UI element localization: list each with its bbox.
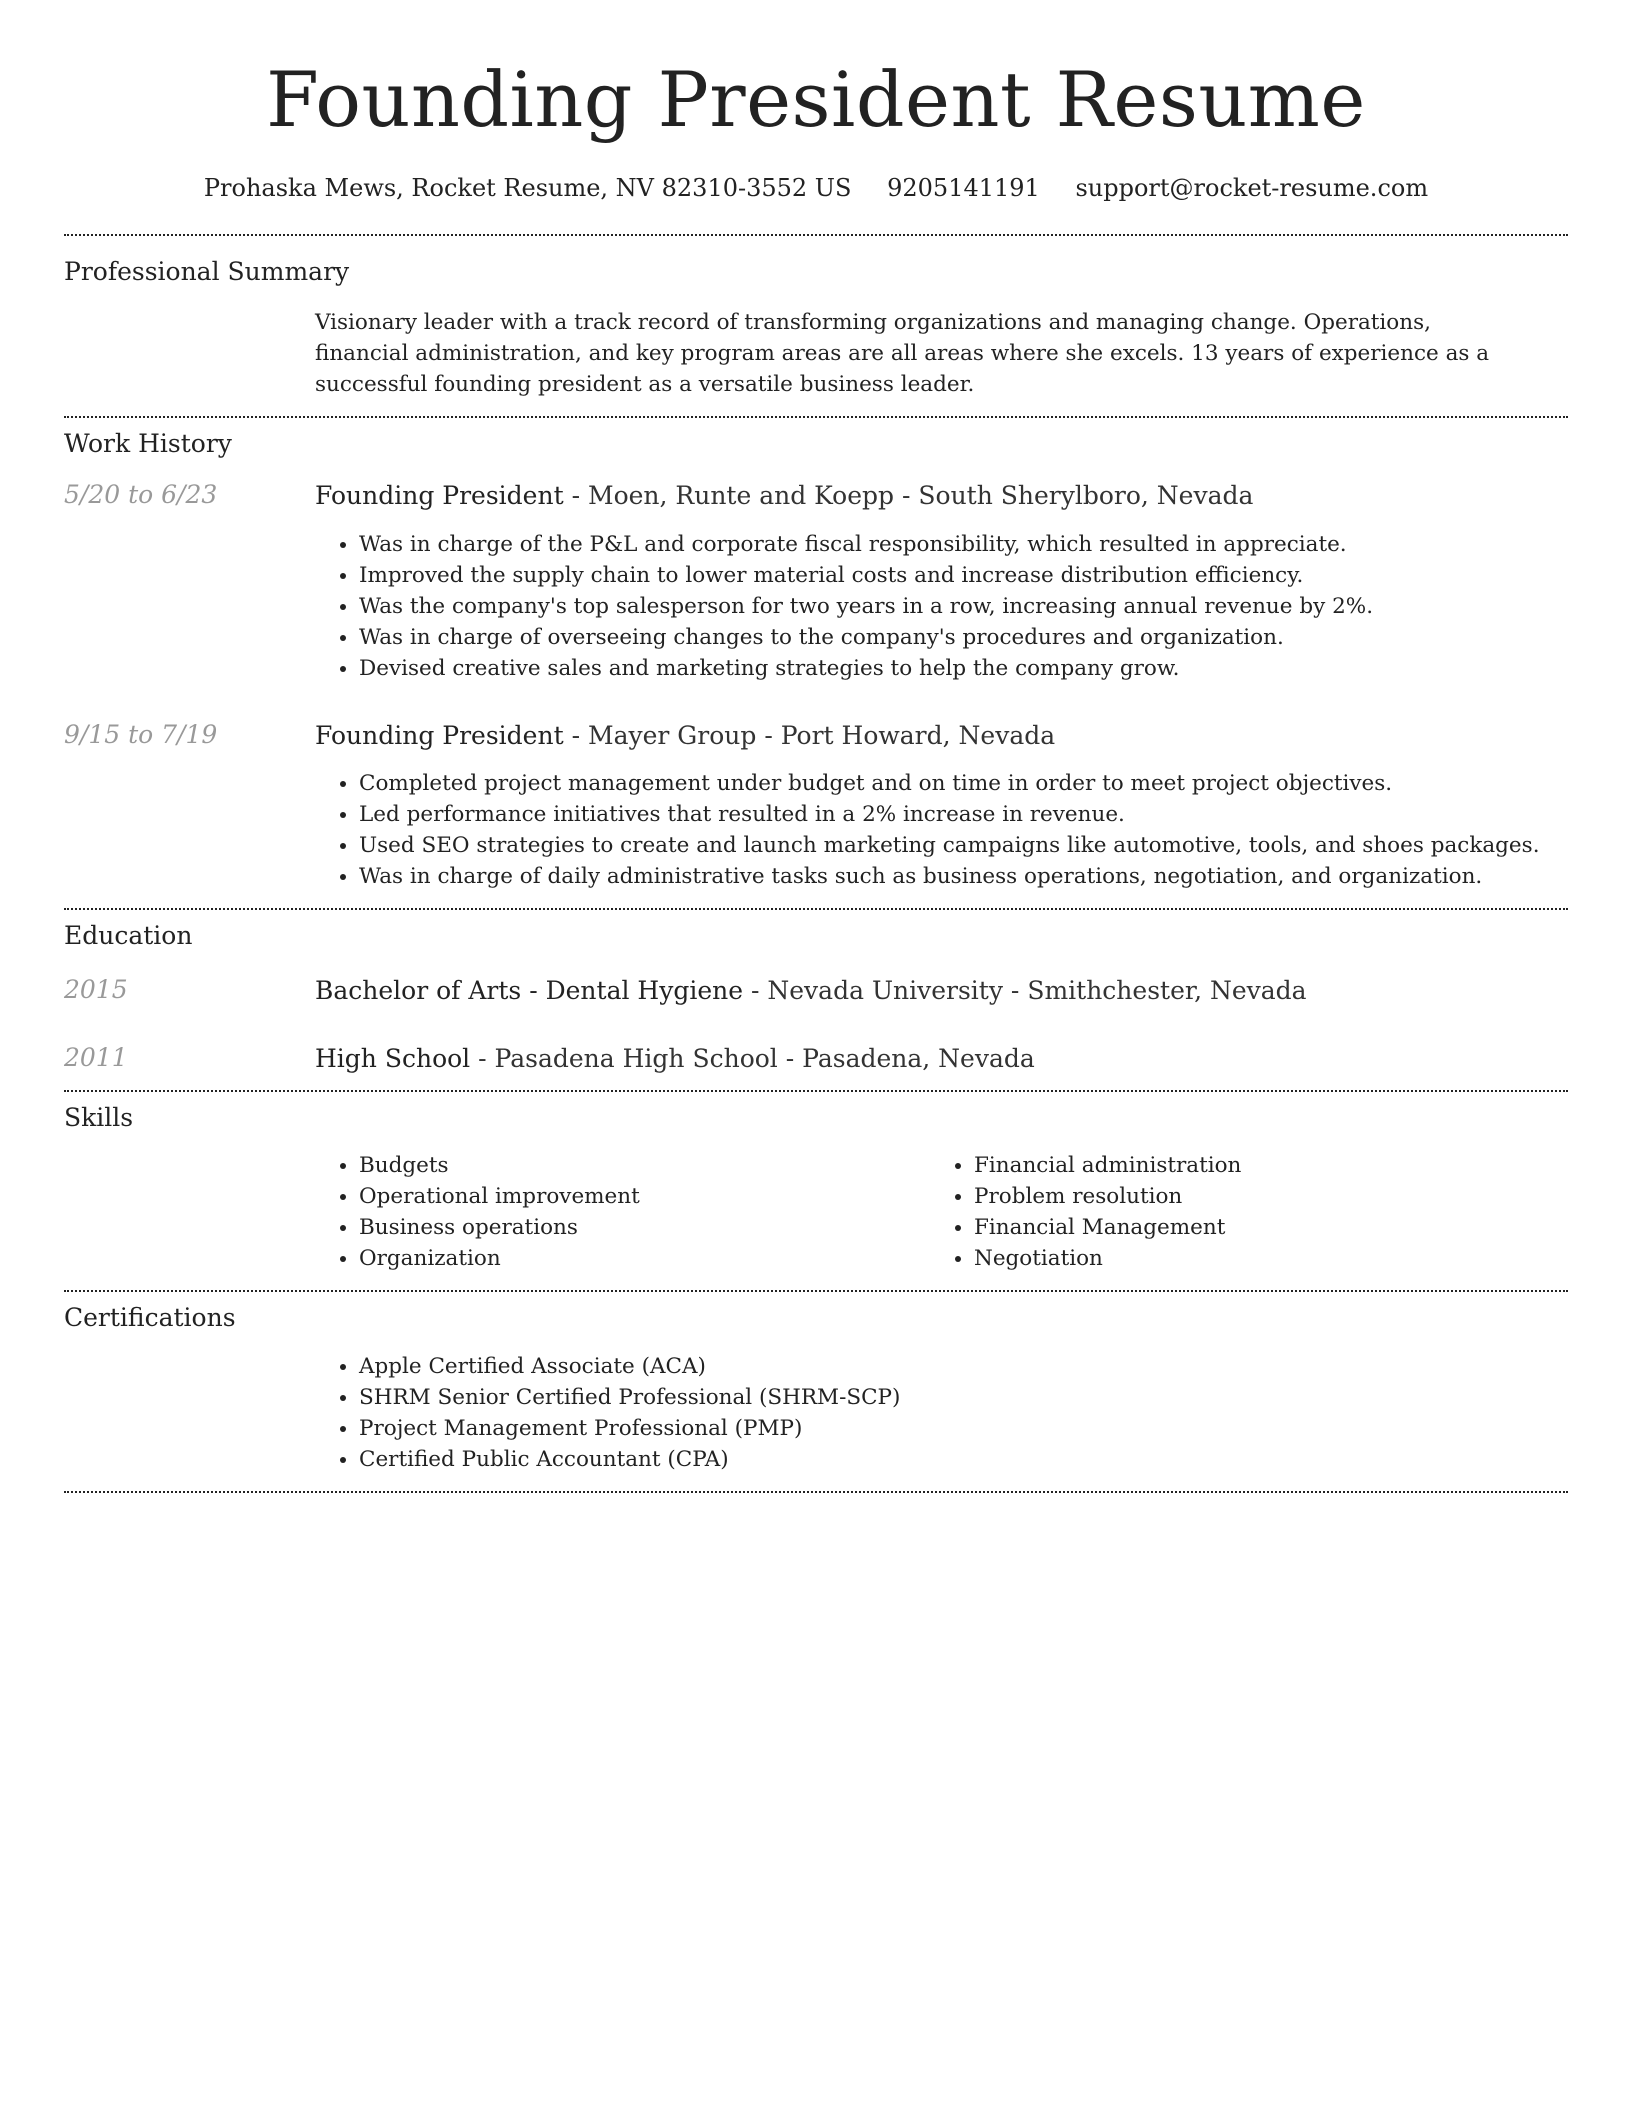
contact-address: Prohaska Mews, Rocket Resume, NV 82310-3552 US (203, 174, 852, 202)
job-bullet: • Was in charge of daily administrative tasks such as business operations, negotiation, and organization. (359, 861, 1568, 892)
job-bullet: • Improved the supply chain to lower material costs and increase distribution efficiency. (359, 560, 1568, 591)
job-employer: Moen, Runte and Koepp (587, 481, 895, 510)
contact-email: support@rocket-resume.com (1075, 174, 1429, 202)
skill-item: • Business operations (359, 1212, 930, 1243)
education-section (64, 910, 1568, 1090)
certification-item: • Certified Public Accountant (CPA) (359, 1444, 1568, 1475)
education-year: 2011 (64, 1043, 128, 1072)
summary-spacer (64, 289, 315, 400)
section-divider (64, 1491, 1568, 1493)
summary-section (64, 236, 1568, 416)
skills-spacer (64, 1134, 315, 1274)
job-separator: - (894, 481, 919, 510)
job-bullet: • Completed project management under budget and on time in order to meet project objectives. (359, 768, 1568, 799)
education-location: Pasadena, Nevada (802, 1044, 1035, 1073)
summary-heading: Professional Summary (64, 257, 350, 286)
job-bullet: • Was in charge of the P&L and corporate fiscal responsibility, which resulted in appreciate. (359, 529, 1568, 560)
job-separator: - (756, 720, 781, 750)
education-separator: - (1002, 975, 1028, 1005)
summary-text: Visionary leader with a track record of transforming organizations and managing change. Operations, financial administration, and key program areas are all areas where she excels. 13 years of experience as a successful founding president as a versatile business leader. (315, 309, 1490, 397)
education-separator: - (470, 1044, 495, 1073)
job-title-line (315, 720, 1568, 753)
job-role: Founding President (315, 481, 564, 510)
education-degree: High School (315, 1044, 471, 1073)
skill-item: • Organization (359, 1243, 930, 1274)
job-bullets (315, 529, 1568, 684)
job-bullet: • Used SEO strategies to create and launch marketing campaigns like automotive, tools, and shoes packages. (359, 830, 1568, 861)
job-bullets (315, 768, 1568, 892)
skill-item: • Budgets (359, 1150, 930, 1181)
skills-column-2 (930, 1150, 1545, 1274)
education-entry (64, 1043, 1568, 1076)
job-bullet: • Was in charge of overseeing changes to the company's procedures and organization. (359, 622, 1568, 653)
skill-item: • Negotiation (974, 1243, 1545, 1274)
job-entry (64, 480, 1568, 684)
job-bullet: • Devised creative sales and marketing strategies to help the company grow. (359, 653, 1568, 684)
job-bullet: • Was the company's top salesperson for two years in a row, increasing annual revenue by 2%. (359, 591, 1568, 622)
job-dates: 5/20 to 6/23 (64, 480, 218, 509)
education-entry (64, 975, 1568, 1008)
skills-heading: Skills (64, 1102, 134, 1132)
job-location: South Sherylboro, Nevada (918, 481, 1254, 510)
job-separator: - (563, 481, 588, 510)
education-school: Nevada University (767, 975, 1003, 1005)
certification-item: • SHRM Senior Certified Professional (SHRM-SCP) (359, 1382, 1568, 1413)
education-year: 2015 (64, 974, 128, 1004)
contact-line (64, 174, 1568, 202)
work-history-section (64, 418, 1568, 909)
skill-item: • Operational improvement (359, 1181, 930, 1212)
job-entry (64, 720, 1568, 893)
certification-item: • Apple Certified Associate (ACA) (359, 1351, 1568, 1382)
skills-grid (315, 1150, 1568, 1274)
education-school: Pasadena High School (494, 1044, 778, 1073)
job-location: Port Howard, Nevada (780, 720, 1056, 750)
job-title-line (315, 480, 1568, 513)
resume-title: Founding President Resume (266, 55, 1366, 144)
education-heading: Education (64, 921, 193, 950)
certifications-list (315, 1351, 1568, 1475)
skill-item: • Financial administration (974, 1150, 1545, 1181)
education-separator: - (743, 975, 768, 1005)
education-separator: - (777, 1044, 803, 1073)
certifications-section (64, 1292, 1568, 1491)
skills-column-1 (315, 1150, 930, 1274)
skills-section (64, 1092, 1568, 1291)
job-employer: Mayer Group (587, 720, 757, 750)
job-role: Founding President (315, 720, 564, 750)
job-separator: - (563, 720, 588, 750)
contact-phone: 9205141191 (887, 174, 1040, 202)
education-degree: Bachelor of Arts - Dental Hygiene (315, 975, 744, 1005)
skill-item: • Financial Management (974, 1212, 1545, 1243)
certifications-spacer (64, 1335, 315, 1475)
certifications-heading: Certifications (64, 1303, 236, 1332)
job-bullet: • Led performance initiatives that resulted in a 2% increase in revenue. (359, 799, 1568, 830)
education-location: Smithchester, Nevada (1027, 975, 1307, 1005)
skill-item: • Problem resolution (974, 1181, 1545, 1212)
certification-item: • Project Management Professional (PMP) (359, 1413, 1568, 1444)
work-history-heading: Work History (64, 428, 232, 458)
job-dates: 9/15 to 7/19 (64, 719, 218, 749)
